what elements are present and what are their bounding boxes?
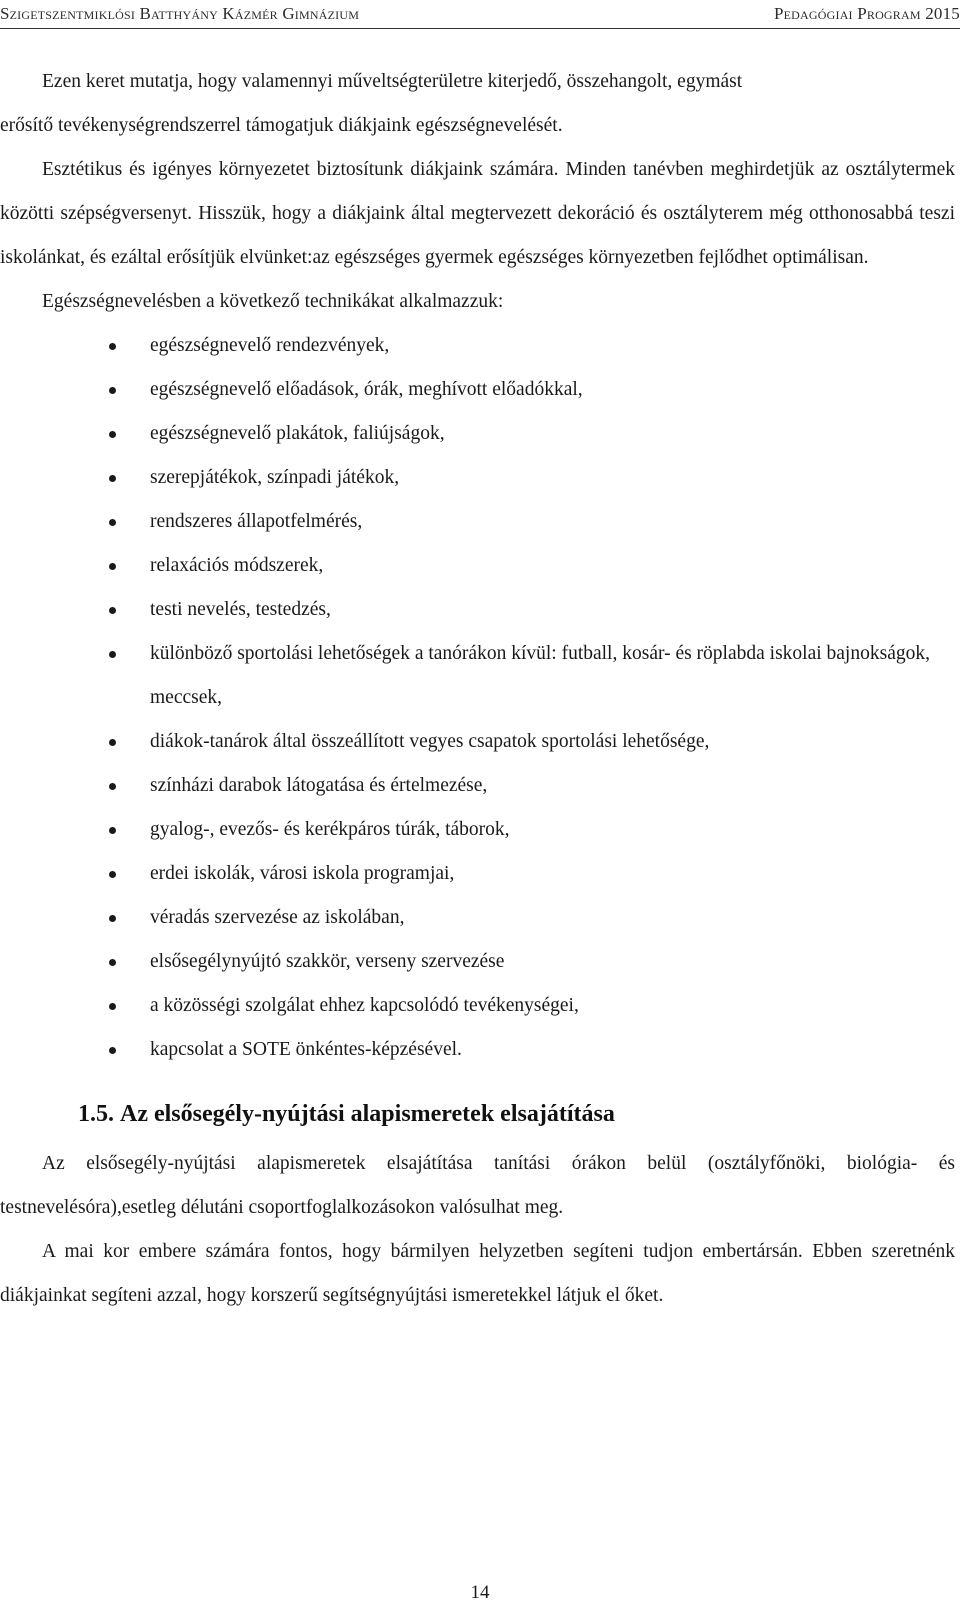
list-item bbox=[0, 368, 955, 412]
intro-paragraph-3: Egészségnevelésben a következő technikákat alkalmazzuk: bbox=[42, 291, 504, 312]
list-item-text: kapcsolat a SOTE önkéntes-képzésével. bbox=[150, 1039, 462, 1060]
header-program-title: Pedagógiai Program 2015 bbox=[773, 4, 960, 23]
bullet-icon bbox=[109, 783, 116, 790]
list-item-text: egészségnevelő plakátok, faliújságok, bbox=[150, 423, 445, 444]
intro-p1-line1: Ezen keret mutatja, hogy valamennyi műveltségterületre kiterjedő, összehangolt, egymást bbox=[42, 71, 743, 92]
list-item-text: egészségnevelő rendezvények, bbox=[150, 335, 390, 356]
list-item-text: diákok-tanárok által összeállított vegyes csapatok sportolási lehetősége, bbox=[150, 731, 710, 752]
technique-list bbox=[0, 324, 955, 1072]
bullet-icon bbox=[109, 1003, 116, 1010]
header-school-name: Szigetszentmiklósi Batthyány Kázmér Gimnázium bbox=[0, 4, 360, 23]
list-item bbox=[0, 720, 955, 764]
list-item-text: elsősegélynyújtó szakkör, verseny szervezése bbox=[150, 951, 505, 972]
page-content bbox=[0, 60, 955, 1318]
intro-paragraph-2: Esztétikus és igényes környezetet biztosítunk diákjaink számára. Minden tanévben meghirdetjük az osztálytermek közötti szépségversenyt. Hisszük, hogy a diákjaink által megtervezett dekoráció és osztályterem még otthonosabbá teszi iskolánkat, és ezáltal erősítjük elvünket:az egészséges gyermek egészséges környezetben fejlődhet optimálisan. bbox=[0, 159, 955, 268]
bullet-icon bbox=[109, 607, 116, 614]
section-paragraph-2: A mai kor embere számára fontos, hogy bármilyen helyzetben segíteni tudjon embertársán. Ebben szeretnénk diákjainkat segíteni azzal, hogy korszerű segítségnyújtási ismeretekkel látjuk el őket. bbox=[0, 1241, 955, 1306]
list-item-text: a közösségi szolgálat ehhez kapcsolódó tevékenységei, bbox=[150, 995, 579, 1016]
bullet-icon bbox=[109, 519, 116, 526]
bullet-icon bbox=[109, 959, 116, 966]
list-item bbox=[0, 500, 955, 544]
list-item-text: gyalog-, evezős- és kerékpáros túrák, táborok, bbox=[150, 819, 510, 840]
section-heading bbox=[78, 1092, 955, 1136]
bullet-icon bbox=[109, 871, 116, 878]
bullet-icon bbox=[109, 563, 116, 570]
page-header bbox=[0, 0, 960, 29]
bullet-icon bbox=[109, 739, 116, 746]
list-item bbox=[0, 852, 955, 896]
list-item-text: relaxációs módszerek, bbox=[150, 555, 324, 576]
list-item bbox=[0, 456, 955, 500]
list-item-text: egészségnevelő előadások, órák, meghívott előadókkal, bbox=[150, 379, 583, 400]
bullet-icon bbox=[109, 827, 116, 834]
list-item-text: szerepjátékok, színpadi játékok, bbox=[150, 467, 400, 488]
list-item bbox=[0, 588, 955, 632]
bullet-icon bbox=[109, 915, 116, 922]
list-item bbox=[0, 324, 955, 368]
list-item-text: erdei iskolák, városi iskola programjai, bbox=[150, 863, 455, 884]
list-item bbox=[0, 1028, 955, 1072]
list-item bbox=[0, 808, 955, 852]
list-item-text: színházi darabok látogatása és értelmezése, bbox=[150, 775, 488, 796]
section-title: Az elsősegély-nyújtási alapismeretek elsajátítása bbox=[120, 1101, 615, 1127]
list-item bbox=[0, 764, 955, 808]
list-item-text: különböző sportolási lehetőségek a tanórákon kívül: futball, kosár- és röplabda iskolai bajnokságok, meccsek, bbox=[150, 643, 930, 708]
list-item bbox=[0, 632, 955, 720]
bullet-icon bbox=[109, 651, 116, 658]
section-paragraph-1: Az elsősegély-nyújtási alapismeretek elsajátítása tanítási órákon belül (osztályfőnöki, biológia- és testnevelésóra),esetleg délutáni csoportfoglalkozásokon valósulhat meg. bbox=[0, 1153, 955, 1218]
page-number: 14 bbox=[470, 1582, 490, 1603]
list-item bbox=[0, 544, 955, 588]
list-item-text: testi nevelés, testedzés, bbox=[150, 599, 331, 620]
list-item bbox=[0, 940, 955, 984]
bullet-icon bbox=[109, 1047, 116, 1054]
section-number: 1.5. bbox=[78, 1101, 114, 1127]
bullet-icon bbox=[109, 475, 116, 482]
list-item bbox=[0, 984, 955, 1028]
list-item-text: véradás szervezése az iskolában, bbox=[150, 907, 405, 928]
list-item bbox=[0, 412, 955, 456]
bullet-icon bbox=[109, 431, 116, 438]
list-item-text: rendszeres állapotfelmérés, bbox=[150, 511, 363, 532]
intro-p1-line2: erősítő tevékenységrendszerrel támogatjuk diákjaink egészségnevelését. bbox=[0, 115, 563, 136]
bullet-icon bbox=[109, 343, 116, 350]
list-item bbox=[0, 896, 955, 940]
bullet-icon bbox=[109, 387, 116, 394]
intro-paragraph-1 bbox=[0, 60, 955, 148]
